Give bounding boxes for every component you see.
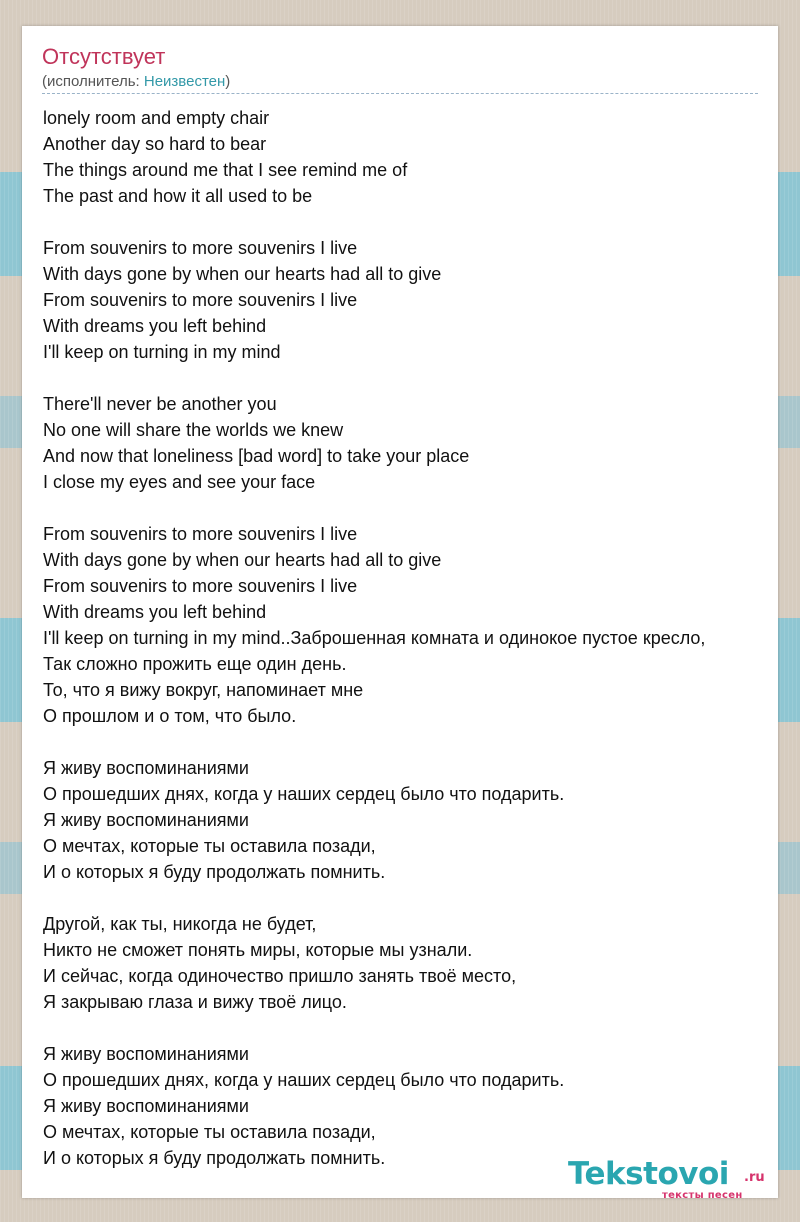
lyric-line: From souvenirs to more souvenirs I live (43, 290, 358, 310)
lyric-line: I close my eyes and see your face (43, 472, 316, 492)
lyric-line: From souvenirs to more souvenirs I live (43, 524, 358, 544)
lyric-line: The past and how it all used to be (43, 186, 313, 206)
logo-name: Tekstovoi (568, 1156, 729, 1192)
stanza-gap (43, 495, 800, 521)
stanza-gap (43, 1015, 800, 1041)
lyric-line: Другой, как ты, никогда не будет, (43, 914, 317, 934)
lyric-line: О мечтах, которые ты оставила позади, (43, 1122, 376, 1142)
lyric-line: И о которых я буду продолжать помнить. (43, 862, 386, 882)
lyric-line: From souvenirs to more souvenirs I live (43, 576, 358, 596)
lyric-line: lonely room and empty chair (43, 108, 270, 128)
lyric-line: From souvenirs to more souvenirs I live (43, 238, 358, 258)
stanza-gap (43, 365, 800, 391)
lyric-line: The things around me that I see remind me of (43, 160, 408, 180)
lyric-line: Никто не сможет понять миры, которые мы узнали. (43, 940, 473, 960)
lyric-line: И сейчас, когда одиночество пришло занять твоё место, (43, 966, 517, 986)
artist-link[interactable]: Неизвестен (143, 73, 226, 90)
lyric-line: И о которых я буду продолжать помнить. (43, 1148, 386, 1168)
lyric-line: О прошедших днях, когда у наших сердец было что подарить. (43, 1070, 565, 1090)
logo-tagline: тексты песен (662, 1190, 743, 1201)
lyric-line: О мечтах, которые ты оставила позади, (43, 836, 376, 856)
lyrics-text (43, 105, 800, 1171)
lyric-line: Я живу воспоминаниями (43, 1096, 249, 1116)
lyric-line: With days gone by when our hearts had all to give (43, 550, 442, 570)
lyrics-card (22, 26, 778, 1198)
lyric-line: Я закрываю глаза и вижу твоё лицо. (43, 992, 347, 1012)
lyric-line: О прошлом и о том, что было. (43, 706, 297, 726)
logo-domain: .ru (744, 1170, 765, 1185)
lyric-line: With dreams you left behind (43, 602, 267, 622)
song-title: Отсутствует (42, 44, 166, 69)
lyric-line: Так сложно прожить еще один день. (43, 654, 347, 674)
stanza-gap (43, 885, 800, 911)
lyric-line: Я живу воспоминаниями (43, 1044, 249, 1064)
lyric-line: No one will share the worlds we knew (43, 420, 344, 440)
lyric-line: There'll never be another you (43, 394, 277, 414)
artist-prefix: (исполнитель: (42, 73, 144, 90)
lyric-line: I'll keep on turning in my mind (43, 342, 281, 362)
lyric-line: О прошедших днях, когда у наших сердец было что подарить. (43, 784, 565, 804)
lyric-line: And now that loneliness [bad word] to take your place (43, 446, 470, 466)
artist-suffix: ) (225, 73, 231, 90)
lyric-line: I'll keep on turning in my mind..Заброшенная комната и одинокое пустое кресло, (43, 628, 706, 648)
stanza-gap (43, 729, 800, 755)
lyric-line: То, что я вижу вокруг, напоминает мне (43, 680, 364, 700)
tekstovoi-logo[interactable] (568, 1156, 778, 1206)
lyric-line: With dreams you left behind (43, 316, 267, 336)
artist-line (42, 72, 230, 92)
lyric-line: Я живу воспоминаниями (43, 810, 249, 830)
lyric-line: With days gone by when our hearts had all to give (43, 264, 442, 284)
lyric-line: Я живу воспоминаниями (43, 758, 249, 778)
title-divider (42, 93, 758, 94)
stanza-gap (43, 209, 800, 235)
lyric-line: Another day so hard to bear (43, 134, 267, 154)
